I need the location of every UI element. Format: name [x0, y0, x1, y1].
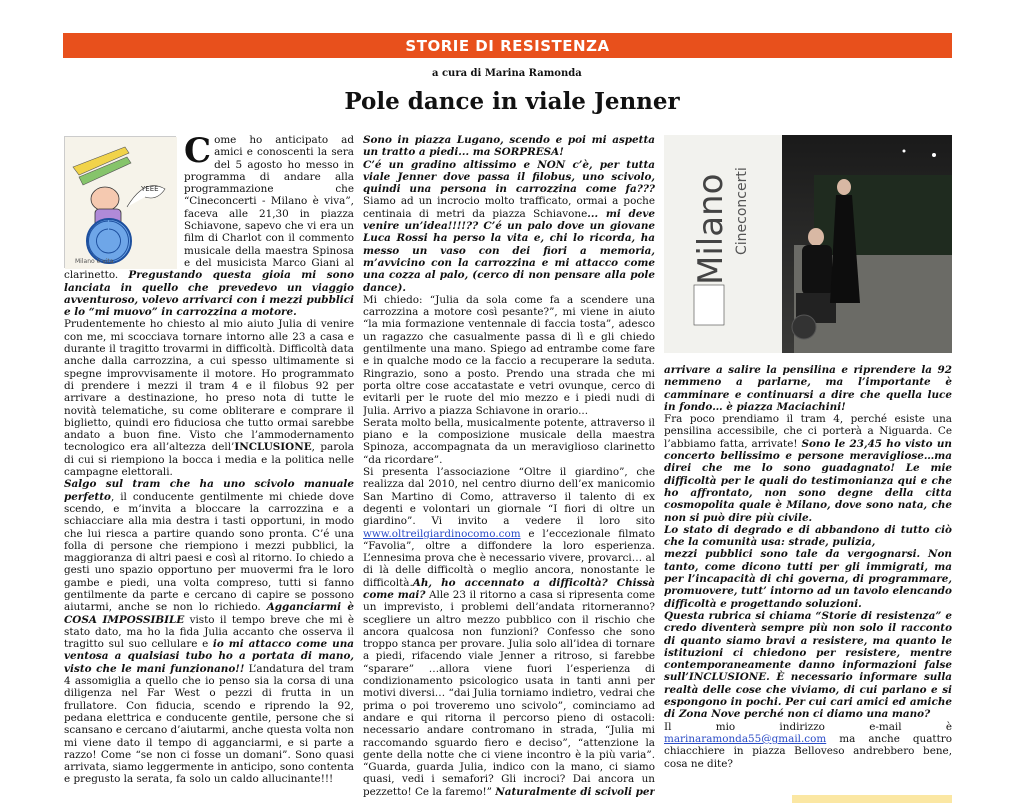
byline: a cura di Marina Ramonda: [432, 68, 582, 79]
col1-p2: Prudentemente ho chiesto al mio aiuto Julia di venire con me, mi scocciava tornare intorno alle 23 a casa e durante il tragitto trovarmi in difficoltà. Difficoltà data anche dalla carrozzina, a cui spesso ultimamente si spegne improvvisamente il motore. Ho programmato di prendere i mezzi il tram 4 e il filobus 92 per arrivare a destinazione, ho preso nota di tutte le novità telematiche, su come obliterare e comprare il biglietto, quindi ero fiduciosa che tutto ormai sarebbe andato a buon fine. Visto che l’ammodernamento tecnologico era all’altezza dell’: [64, 318, 354, 454]
event-photo: [664, 135, 952, 353]
headline: Pole dance in viale Jenner: [344, 88, 680, 115]
drop-cap: C: [184, 134, 212, 171]
col2-p3: Siamo ad un incrocio molto trafficato, ormai a poche centinaia di metri da piazza Schiavone: [363, 195, 655, 220]
illustration-caption: Milano è vita: [75, 258, 114, 265]
section-title: STORIE DI RESISTENZA: [405, 36, 610, 55]
next-article-bar: [792, 795, 952, 803]
col2-p6: Si presenta l’associazione “Oltre il giardino”, che realizza dal 2010, nel centro diurno dell’ex manicomio San Martino di Como, attraverso il talento di ex degenti e volontari un giornale “I fiori di oltre un giardino”. Vi invito a vedere il loro sito: [363, 466, 655, 528]
section-banner: [63, 33, 952, 58]
col2-p5: Serata molto bella, musicalmente potente, attraverso il piano e la composizione musicale della maestra Spinoza, accompagnata da un meraviglioso clarinetto “da ricordare”.: [363, 416, 655, 466]
col3-p3: Lo stato di degrado e di abbandono di tutto ciò che la comunità usa: strade, pulizia,: [664, 523, 952, 549]
col2-p7-emph: Naturalmente di scivoli per: [495, 785, 655, 798]
column-2: [363, 134, 655, 798]
col3-p2: Fra poco prendiamo il tram 4, perché esiste una pensilina accessibile, che ci porterà a Niguarda. Ce l’abbiamo fatta, arrivate!: [664, 413, 952, 450]
banner-text-milano: Milano: [691, 173, 731, 285]
col3-p5: Questa rubrica si chiama “Storie di resistenza” e credo diventerà sempre più non solo il racconto di quanto siamo bravi a resistere, ma quanto le istituzioni ci chiedono per resistere, mentre contemporaneamente danno informazioni false sull’INCLUSIONE. È necessario informare sulla realtà delle cose che viviamo, di cui parlano e si espongono in pochi. Per cui cari amici ed amiche di Zona Nove perché non ci diamo una mano?: [664, 609, 952, 721]
email-link[interactable]: marinaramonda55@gmail.com: [664, 732, 827, 745]
col2-p2: C’é un gradino altissimo e NON c’è, per tutta viale Jenner dove passa il filobus, uno scivolo, quindi una persona in carrozzina come fa???: [363, 158, 655, 196]
col1-p2-end: , parola di cui si riempiono la bocca i media e la politica nelle campagne elettorali.: [64, 441, 354, 479]
column-3: [664, 364, 952, 794]
col1-p4: visto il tempo breve che mi è stato dato, ma ho la fida Julia accanto che osserva il tragitto sul suo cellulare e: [64, 613, 354, 651]
col1-p5: L’andatura del tram 4 assomiglia a quello che io penso sia la corsa di una diligenza nel Far West o pezzi di frutta in un frullatore. Con fiducia, scendo e riprendo la 92, pedana elettrica e conducente gentile, persone che si scansano e cercano d’aiutarmi, anche questa volta non mi viene dato il tempo di agganciarmi, e si parte a razzo! Come “se non ci fosse un domani”. Sono quasi arrivata, siamo leggermente in anticipo, sono contenta e pregusto la serata, fa solo un caldo allucinante!!!: [64, 662, 354, 786]
col1-p3-emph: Salgo sul tram che ha uno scivolo manuale perfetto: [64, 478, 354, 503]
col2-p6-emph: Ah, ho accennato a difficoltà? Chissà come mai?: [363, 576, 655, 601]
col2-p1: Sono in piazza Lugano, scendo e poi mi aspetta un tratto a piedi... ma SORPRESA!: [363, 134, 655, 159]
col3-p4: mezzi pubblici sono tale da vergognarsi. Non tanto, come dicono tutti per gli immigrati, ma per l’incapacità di chi governa, di programmare, promuovere, tutt’ intorno ad un tavolo elencando difficoltà e progettando soluzioni.: [664, 548, 952, 610]
col2-p3-emph: ... mi deve venire un’idea!!!!?? C’é un palo dove un giovane Luca Rossi ha perso la vita e, chi lo ricorda, ha messo un vaso con dei fiori a memoria, m’avvicino con la carrozzina e mi attacco come una cozza al palo, (cerco di non pensare alla pole dance).: [363, 207, 655, 294]
col1-p1-emph: Pregustando questa gioia mi sono lanciata in quello che prevedevo un viaggio avventuroso, volevo arrivarci con i mezzi pubblici e lo “mi muovo” in carrozzina a motore.: [64, 269, 354, 319]
col1-inclusione: INCLUSIONE: [234, 441, 312, 454]
col2-p4: Mi chiedo: “Julia da sola come fa a scendere una carrozzina a motore così pesante?”, mi viene in aiuto “la mia formazione ventennale di faccia tosta”, adesco un ragazzo che casualmente passa di lì e gli chiedo gentilmente una mano. Spiego ad entrambe come fare e in qualche modo ce la faccio a recuperare la seduta. Ringrazio, sono a posto. Prendo una strada che mi porta oltre cose accatastate e vetri ovunque, cerco di evitarli per le ruote del mio mezzo e i piedi nudi di Julia. Arrivo a piazza Schiavone in orario...: [363, 293, 655, 417]
col1-p3: , il conducente gentilmente mi chiede dove scendo, e m’invita a bloccare la carrozzina e a schiacciare alla mia destra i tasti opportuni, in modo che lui riesca a partire quando sono pronta. C’é una folla di persone che riempiono i mezzi pubblici, la maggioranza di altri paesi e così al ritorno. Io chiedo a gesti uno spazio opportuno per muovermi fra le loro gambe e piedi, una volta compreso, tutti si fanno gentilmente da parte e cercano di capire se possono aiutarmi, anche se non lo richiedo.: [64, 490, 354, 614]
col3-p1: arrivare a salire la pensilina e riprendere la 92 nemmeno a parlarne, ma l’importante è camminare e continuarsi a dire che quella luce in fondo… è piazza Maciachini!: [664, 364, 952, 413]
col1-p4-emph2: io mi attacco come una ventosa a qualsiasi tubo ho a portata di mano, visto che le mani funzionano!!: [64, 638, 354, 675]
oltreilgiardino-link[interactable]: www.oltreilgiardinocomo.com: [363, 527, 521, 540]
col2-p6-end: e l’eccezionale filmato “Favolia”, oltre a diffondere la loro esperienza. L’ennesima prova che è necessario vivere, provarci… al di là delle difficoltà o meglio ancora, nonostante le difficoltà.: [363, 527, 655, 589]
col3-p2-emph: Sono le 23,45 ho visto un concerto bellissimo e persone meravigliose…ma direi che me lo sono guadagnato! Le mie difficoltà per le quali do testimonianza qui e che ho affrontato, non sono degne della citta cosmopolita quale è Milano, dove sono nata, che non si può dire più civile.: [664, 437, 952, 524]
balloon-text: YEEE: [141, 185, 159, 193]
col2-p7: Alle 23 il ritorno a casa si ripresenta come un imprevisto, i problemi dell’andata ritorneranno? scegliere un altro mezzo pubblico con il rischio che ancora qualcosa non funzioni? Confesso che sono troppo stanca per provare. Julia solo all’idea di tornare a piedi, rifacendo viale Jenner a ritroso, si farebbe “sparare” …allora viene fuori l’esperienza di condizionamento psicologico usata in tanti anni per motivi diversi… “dai Julia torniamo indietro, vedrai che prima o poi troveremo uno scivolo”, cominciamo ad andare e qui ritorna il percorso pieno di ostacoli: necessario andare contromano in strada, “Julia mi raccomando sguardo fiero e deciso”, “attenzione la gente della notte che ci viene incontro è la più varia”. “Guarda, guarda Julia, indico con la mano, ci siamo quasi, vedi i semafori? Gli incroci? Dai ancora un pezzetto! Ce la faremo!”: [363, 588, 655, 798]
col3-p6: Il mio indirizzo e-mail è: [664, 720, 952, 733]
column-1: [64, 134, 354, 798]
col3-p6-end: ma anche quattro chiacchiere in piazza Belloveso andrebbero bene, cosa ne dite?: [664, 732, 952, 770]
banner-text-cineconcerti: Cineconcerti: [734, 167, 750, 255]
col1-p1: ome ho anticipato ad amici e conoscenti la sera del 5 agosto ho messo in programma di andare alla programmazione che “Cineconcerti - Milano è viva”, faceva alle 21,30 in piazza Schiavone, sapevo che vi era un film di Charlot con il commento musicale della maestra Spinosa e del musicista Marco Giani al clarinetto.: [64, 134, 354, 282]
col1-p4-emph: Agganciarmi è COSA IMPOSSIBILE: [64, 601, 354, 626]
